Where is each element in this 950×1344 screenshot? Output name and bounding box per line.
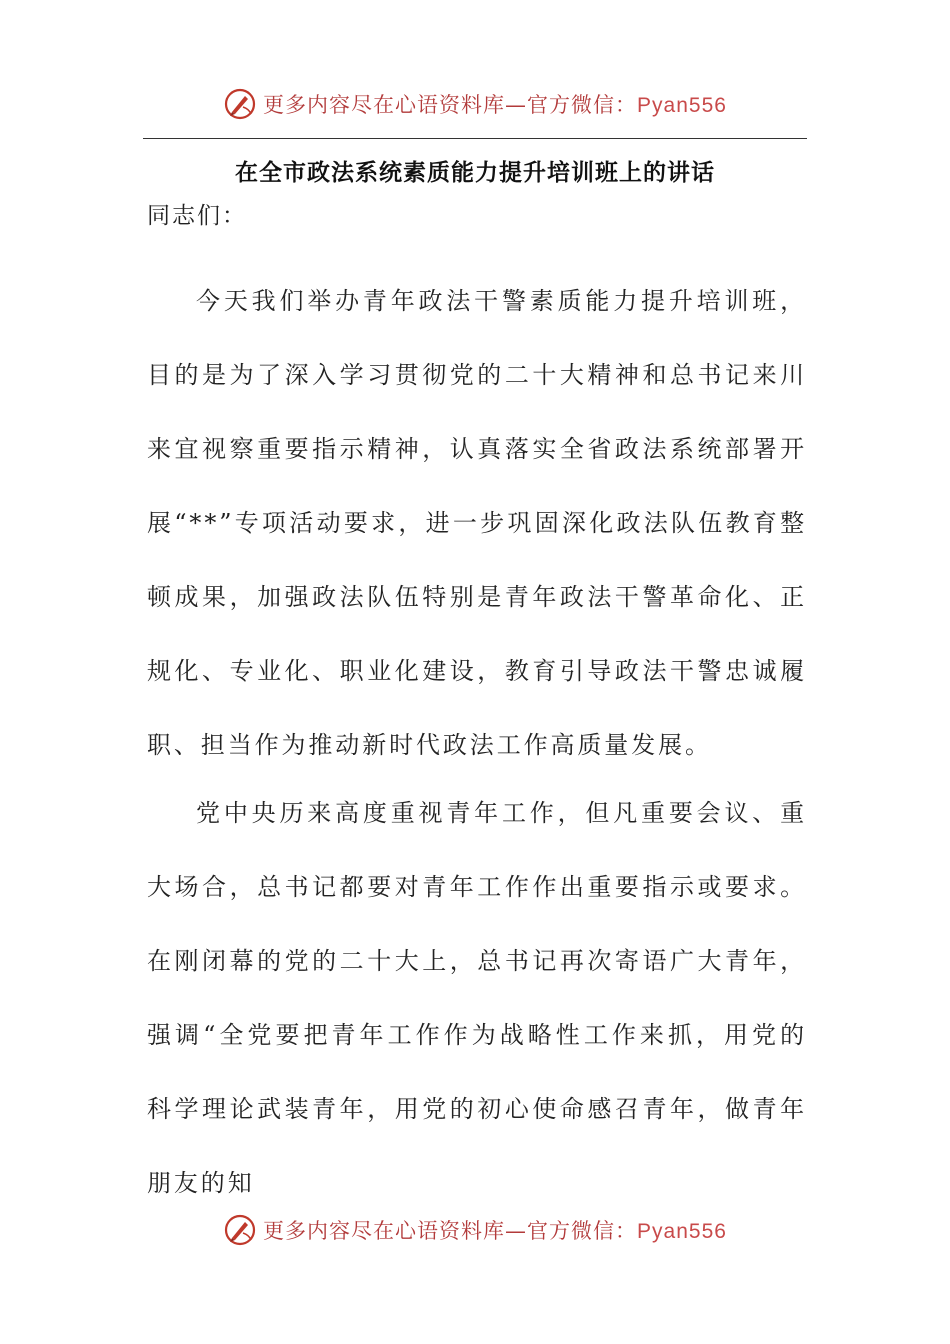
header-divider [143, 138, 807, 139]
pen-logo-icon [223, 87, 257, 121]
footer-watermark [0, 1210, 950, 1250]
document-title: 在全市政法系统素质能力提升培训班上的讲话 [235, 160, 715, 186]
watermark-text: 更多内容尽在心语资料库—官方微信：Pyan556 [263, 1219, 727, 1243]
body-paragraph-2: 党中央历来高度重视青年工作，但凡重要会议、重大场合，总书记都要对青年工作作出重要指示或要求。在刚闭幕的党的二十大上，总书记再次寄语广大青年，强调“全党要把青年工作作为战略性工作来抓，用党的科学理论武装青年，用党的初心使命感召青年，做青年朋友的知 [147, 799, 807, 1197]
pen-logo-icon [223, 1213, 257, 1247]
salutation: 同志们： [147, 203, 247, 229]
watermark-text: 更多内容尽在心语资料库—官方微信：Pyan556 [263, 93, 727, 117]
body-paragraph-1: 今天我们举办青年政法干警素质能力提升培训班，目的是为了深入学习贯彻党的二十大精神和总书记来川来宜视察重要指示精神，认真落实全省政法系统部署开展“**”专项活动要求，进一步巩固深化政法队伍教育整顿成果，加强政法队伍特别是青年政法干警革命化、正规化、专业化、职业化建设，教育引导政法干警忠诚履职、担当作为推动新时代政法工作高质量发展。 [147, 287, 807, 759]
header-watermark [0, 84, 950, 124]
